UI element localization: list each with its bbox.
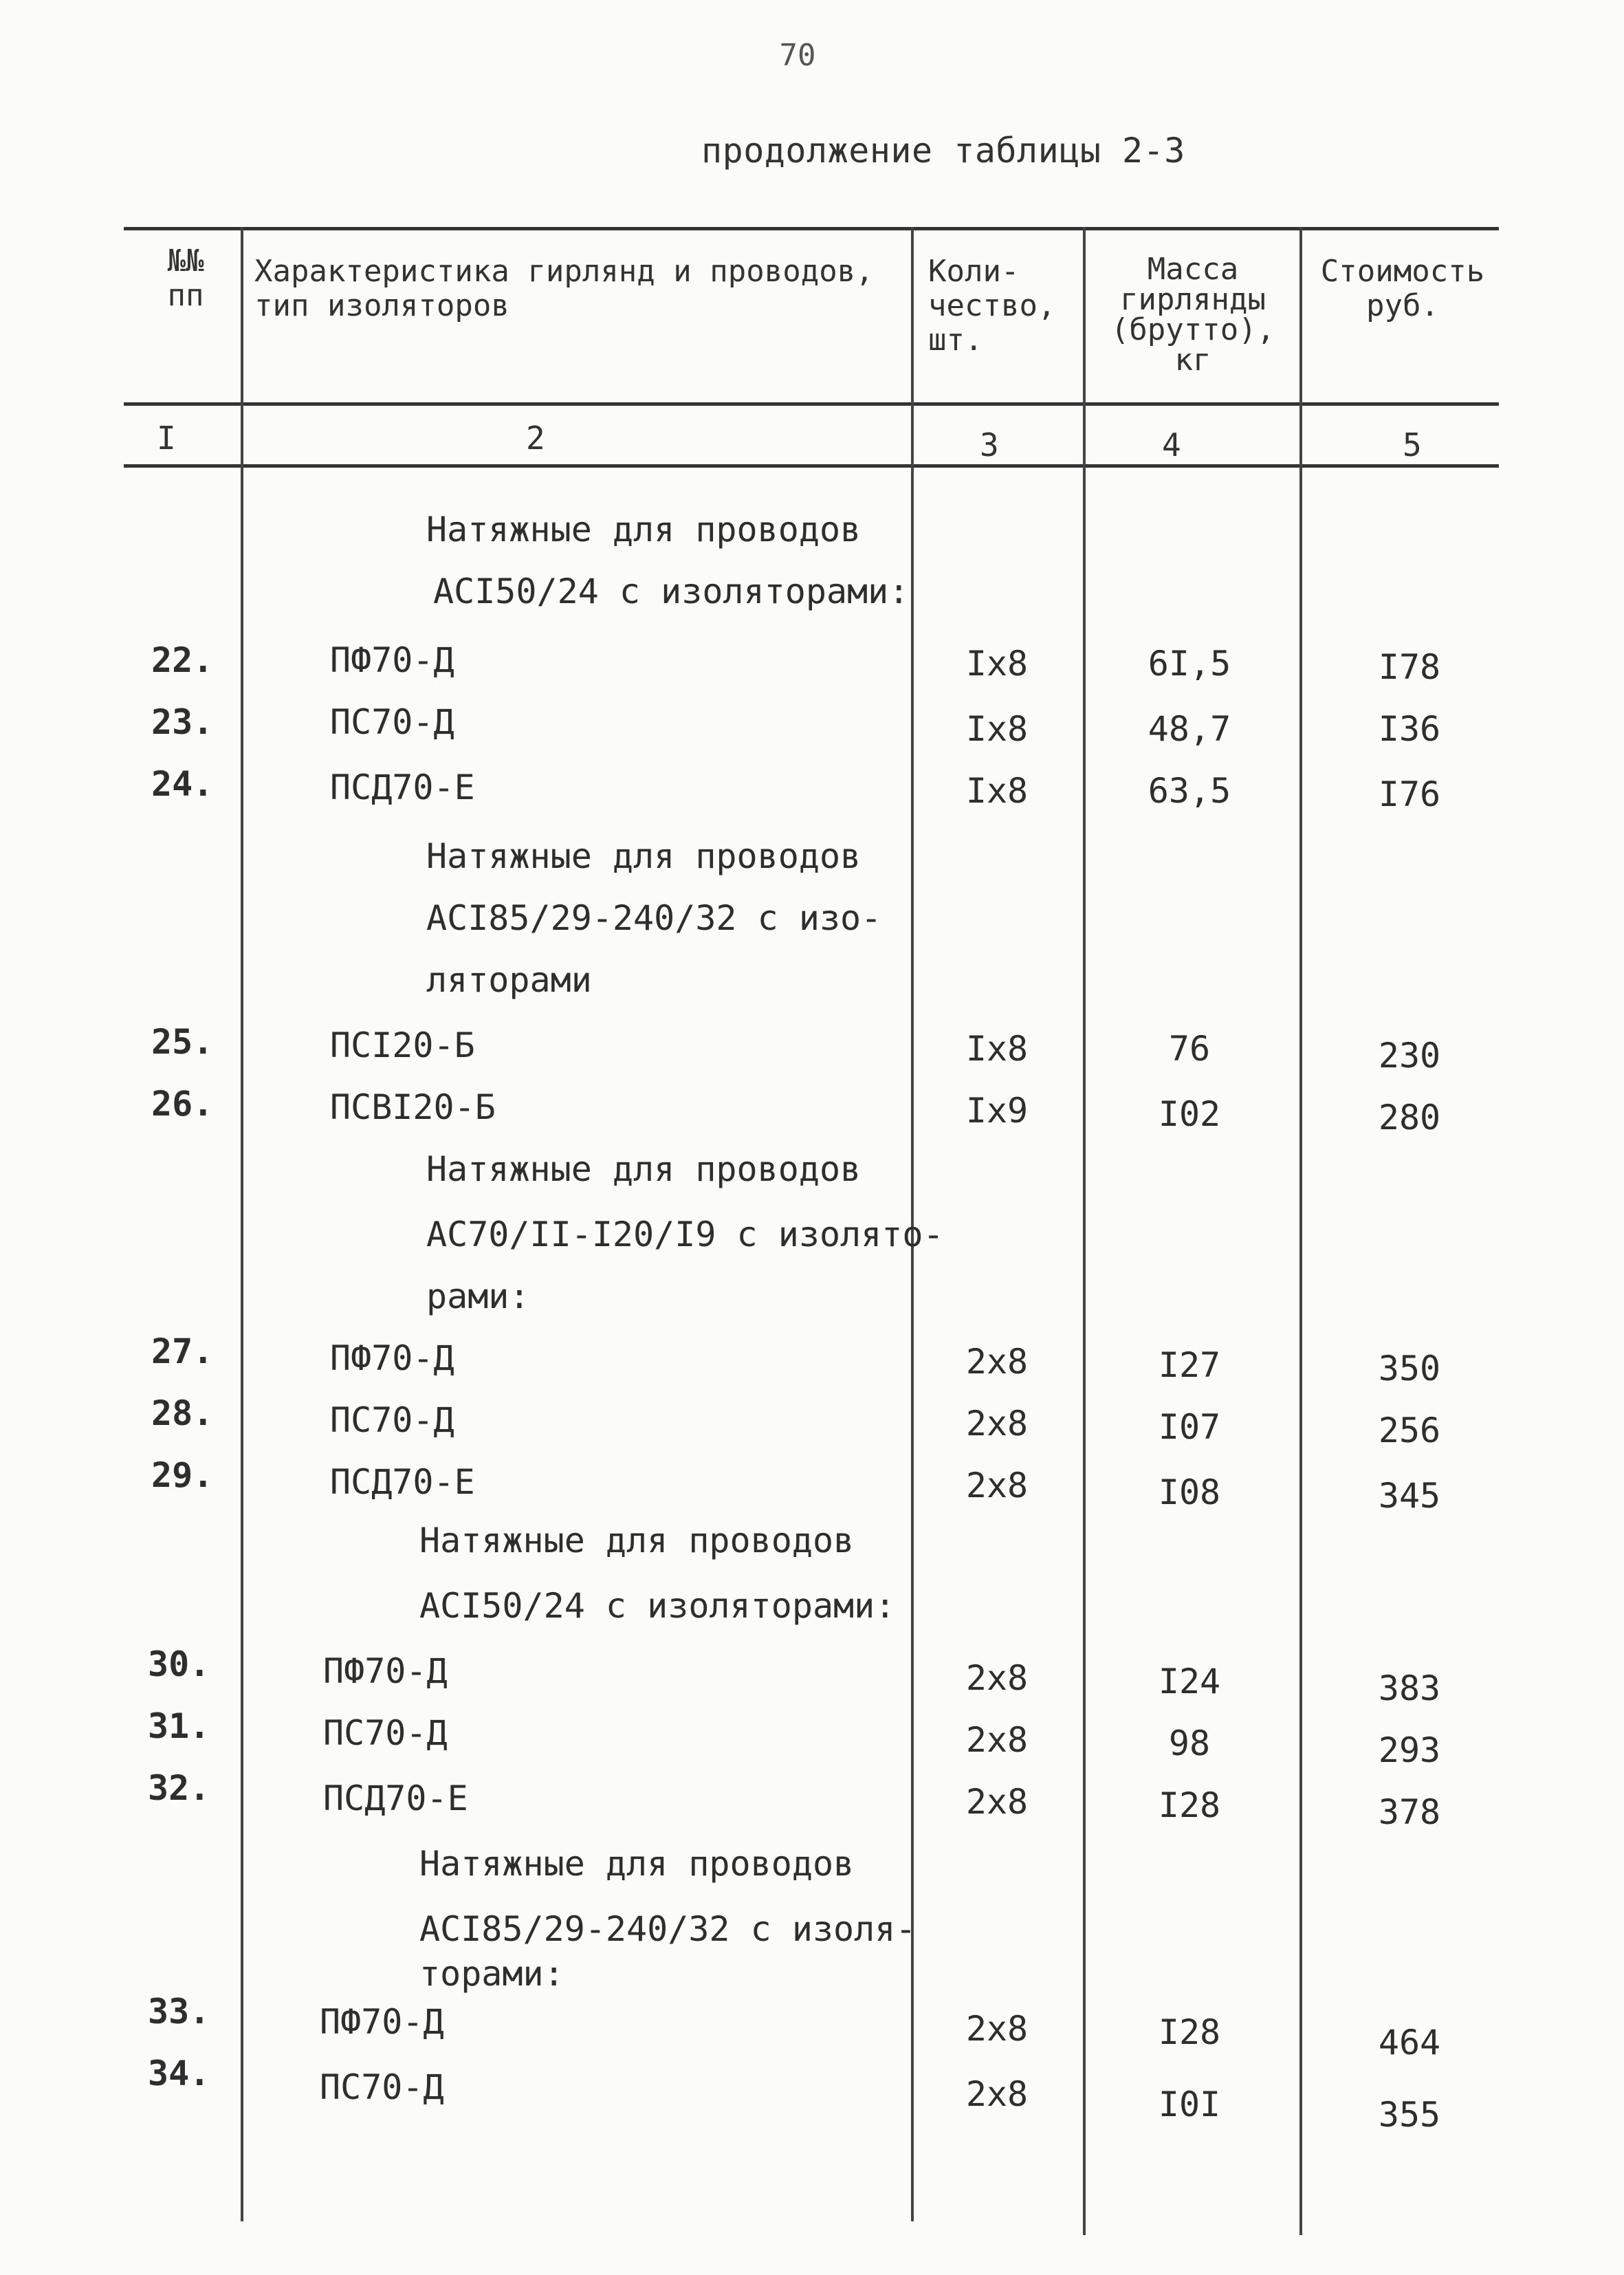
cost-cell: I78 bbox=[1378, 647, 1441, 687]
group-heading: Натяжные для проводов bbox=[419, 1521, 855, 1560]
cost-cell: 293 bbox=[1378, 1730, 1441, 1770]
cost-cell: 345 bbox=[1378, 1476, 1441, 1516]
row-number: 22. bbox=[151, 640, 214, 680]
row-number: 23. bbox=[151, 702, 214, 742]
column-number-4: 4 bbox=[1162, 426, 1181, 464]
header-mass-line-2: гирлянды bbox=[1120, 282, 1266, 317]
mass-cell: 6I,5 bbox=[1148, 644, 1231, 684]
header-cost-line-2: руб. bbox=[1366, 288, 1439, 323]
header-quantity-line-2: чество, bbox=[928, 288, 1056, 323]
column-number-5: 5 bbox=[1403, 426, 1422, 464]
cost-cell: 280 bbox=[1378, 1098, 1441, 1138]
group-heading: АС70/II-I20/I9 с изолято- bbox=[426, 1215, 944, 1254]
group-heading: АСI50/24 с изоляторами: bbox=[433, 572, 910, 611]
page-number: 70 bbox=[779, 38, 816, 73]
insulator-type: ПС70-Д bbox=[330, 1400, 454, 1440]
header-bottom-rule bbox=[124, 402, 1499, 406]
group-heading: АСI85/29-240/32 с изо- bbox=[426, 898, 882, 938]
group-heading: Натяжные для проводов bbox=[426, 836, 862, 876]
row-number: 31. bbox=[148, 1706, 210, 1746]
mass-cell: I24 bbox=[1158, 1662, 1221, 1701]
quantity-cell: 2х8 bbox=[965, 1782, 1029, 1822]
header-characteristic-line-1: Характеристика гирлянд и проводов, bbox=[254, 254, 874, 289]
header-number bbox=[148, 244, 223, 313]
cost-cell: 383 bbox=[1378, 1668, 1441, 1708]
row-number: 27. bbox=[151, 1331, 214, 1371]
quantity-cell: Iх8 bbox=[965, 1029, 1029, 1069]
header-number-line-2: пп bbox=[167, 278, 204, 313]
mass-cell: I02 bbox=[1158, 1094, 1221, 1134]
header-quantity-line-1: Коли- bbox=[928, 254, 1020, 289]
mass-cell: I28 bbox=[1158, 1785, 1221, 1825]
cost-cell: 350 bbox=[1378, 1349, 1441, 1389]
group-heading: рами: bbox=[426, 1276, 530, 1316]
insulator-type: ПС70-Д bbox=[330, 702, 454, 742]
group-heading: ляторами bbox=[426, 960, 592, 1000]
cost-cell: 378 bbox=[1378, 1792, 1441, 1832]
column-divider-4 bbox=[1299, 227, 1302, 2235]
insulator-type: ПСВI20-Б bbox=[330, 1087, 496, 1127]
quantity-cell: Iх8 bbox=[965, 709, 1029, 749]
header-characteristic-line-2: тип изоляторов bbox=[254, 288, 509, 323]
column-number-2: 2 bbox=[526, 420, 545, 457]
quantity-cell: Iх9 bbox=[965, 1091, 1029, 1131]
header-characteristic bbox=[254, 254, 874, 323]
group-heading: Натяжные для проводов bbox=[419, 1844, 855, 1884]
table-top-rule bbox=[124, 227, 1499, 230]
mass-cell: 48,7 bbox=[1148, 709, 1231, 749]
quantity-cell: 2х8 bbox=[965, 1720, 1029, 1760]
column-divider-1 bbox=[241, 227, 243, 2221]
row-number: 26. bbox=[151, 1084, 214, 1124]
insulator-type: ПС70-Д bbox=[323, 1713, 448, 1753]
row-number: 29. bbox=[151, 1455, 214, 1495]
mass-cell: I0I bbox=[1158, 2084, 1221, 2124]
column-number-1: I bbox=[157, 420, 176, 457]
row-number: 30. bbox=[148, 1644, 210, 1684]
table-caption: продолжение таблицы 2-3 bbox=[701, 131, 1185, 171]
insulator-type: ПСД70-Е bbox=[330, 768, 475, 807]
insulator-type: ПФ70-Д bbox=[330, 640, 454, 680]
quantity-cell: 2х8 bbox=[965, 1404, 1029, 1444]
insulator-type: ПСI20-Б bbox=[330, 1025, 475, 1065]
mass-cell: 63,5 bbox=[1148, 771, 1231, 811]
row-number: 28. bbox=[151, 1393, 214, 1433]
insulator-type: ПФ70-Д bbox=[330, 1338, 454, 1378]
insulator-type: ПФ70-Д bbox=[323, 1651, 448, 1691]
mass-cell: 98 bbox=[1168, 1723, 1211, 1763]
cost-cell: 230 bbox=[1378, 1036, 1441, 1076]
header-cost-line-1: Стоимость bbox=[1320, 254, 1485, 289]
quantity-cell: 2х8 bbox=[965, 1466, 1029, 1505]
quantity-cell: 2х8 bbox=[965, 1342, 1029, 1382]
group-heading: торами: bbox=[419, 1954, 564, 1994]
insulator-type: ПФ70-Д bbox=[320, 2002, 444, 2042]
group-heading: Натяжные для проводов bbox=[426, 1149, 862, 1189]
quantity-cell: 2х8 bbox=[965, 2074, 1029, 2114]
column-number-3: 3 bbox=[980, 426, 999, 464]
insulator-type: ПСД70-Е bbox=[330, 1462, 475, 1502]
mass-cell: I27 bbox=[1158, 1345, 1221, 1385]
row-number: 25. bbox=[151, 1022, 214, 1062]
quantity-cell: 2х8 bbox=[965, 1658, 1029, 1698]
cost-cell: I76 bbox=[1378, 774, 1441, 814]
row-number: 33. bbox=[148, 1992, 210, 2032]
row-number: 34. bbox=[148, 2054, 210, 2093]
header-quantity-line-3: шт. bbox=[928, 323, 983, 358]
cost-cell: I36 bbox=[1378, 709, 1441, 749]
header-quantity bbox=[928, 254, 1055, 358]
cost-cell: 464 bbox=[1378, 2023, 1441, 2062]
quantity-cell: Iх8 bbox=[965, 644, 1029, 684]
mass-cell: I28 bbox=[1158, 2012, 1221, 2052]
header-mass bbox=[1104, 252, 1282, 378]
mass-cell: 76 bbox=[1168, 1029, 1211, 1069]
column-divider-3 bbox=[1083, 227, 1086, 2235]
header-number-line-1: №№ bbox=[167, 243, 204, 279]
header-cost bbox=[1313, 254, 1492, 323]
header-mass-line-1: Масса bbox=[1147, 252, 1239, 287]
mass-cell: I07 bbox=[1158, 1407, 1221, 1447]
colnum-bottom-rule bbox=[124, 464, 1499, 468]
cost-cell: 355 bbox=[1378, 2095, 1441, 2135]
cost-cell: 256 bbox=[1378, 1411, 1441, 1450]
header-mass-line-3: (брутто), bbox=[1110, 312, 1275, 347]
group-heading: АСI85/29-240/32 с изоля- bbox=[419, 1909, 917, 1949]
group-heading: АСI50/24 с изоляторами: bbox=[419, 1586, 896, 1626]
group-heading: Натяжные для проводов bbox=[426, 510, 862, 549]
quantity-cell: Iх8 bbox=[965, 771, 1029, 811]
row-number: 24. bbox=[151, 764, 214, 804]
insulator-type: ПС70-Д bbox=[320, 2067, 444, 2107]
row-number: 32. bbox=[148, 1768, 210, 1808]
mass-cell: I08 bbox=[1158, 1472, 1221, 1512]
quantity-cell: 2х8 bbox=[965, 2009, 1029, 2049]
insulator-type: ПСД70-Е bbox=[323, 1778, 468, 1818]
header-mass-line-4: кг bbox=[1174, 342, 1211, 378]
